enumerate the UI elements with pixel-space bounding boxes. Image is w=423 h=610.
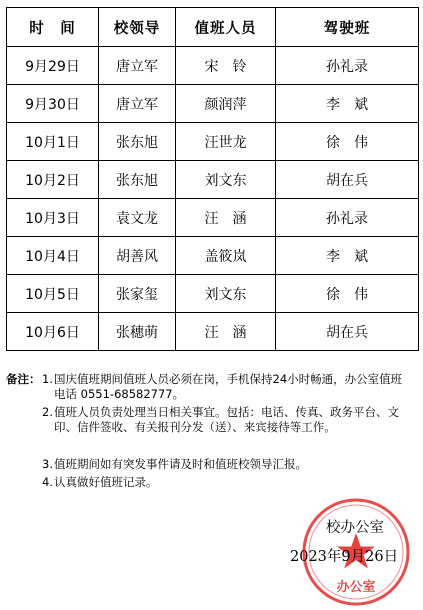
table-row (7, 161, 419, 199)
duty-schedule-table (6, 7, 419, 351)
remarks-label: 备注： (6, 372, 41, 386)
cell-staff: 宋 铃 (176, 47, 276, 85)
cell-leader: 张东旭 (99, 123, 176, 161)
cell-leader: 张东旭 (99, 161, 176, 199)
cell-date: 9月30日 (7, 85, 99, 123)
header-leader: 校领导 (99, 8, 176, 47)
header-staff: 值班人员 (176, 8, 276, 47)
table-row (7, 275, 419, 313)
cell-leader: 唐立军 (99, 85, 176, 123)
cell-date: 10月4日 (7, 237, 99, 275)
cell-leader: 唐立军 (99, 47, 176, 85)
cell-staff: 汪 涵 (176, 199, 276, 237)
remark-number: 4. (42, 475, 53, 489)
cell-staff: 汪世龙 (176, 123, 276, 161)
cell-leader: 张家玺 (99, 275, 176, 313)
remark-number: 3. (42, 457, 53, 471)
cell-date: 9月29日 (7, 47, 99, 85)
issuing-office: 校办公室 (326, 520, 384, 536)
cell-driver: 徐 伟 (276, 275, 419, 313)
cell-staff: 刘文东 (176, 161, 276, 199)
cell-date: 10月5日 (7, 275, 99, 313)
remark-text: 值班人员负责处理当日相关事宜。包括：电话、传真、政务平台、文印、信件签收、有关报刊分发（送）、来宾接待等工作。 (54, 405, 399, 434)
cell-driver: 孙礼录 (276, 199, 419, 237)
remark-text: 认真做好值班记录。 (54, 475, 158, 489)
cell-staff: 颜润萍 (176, 85, 276, 123)
remark-text: 值班期间如有突发事件请及时和值班校领导汇报。 (54, 457, 307, 471)
remark-number: 1. (42, 372, 53, 386)
cell-leader: 胡善风 (99, 237, 176, 275)
table-header-row (7, 8, 419, 47)
cell-date: 10月1日 (7, 123, 99, 161)
cell-staff: 盖筱岚 (176, 237, 276, 275)
cell-driver: 李 斌 (276, 237, 419, 275)
cell-driver: 徐 伟 (276, 123, 419, 161)
table-row (7, 199, 419, 237)
table-row (7, 237, 419, 275)
header-time: 时 间 (7, 8, 99, 47)
cell-leader: 袁文龙 (99, 199, 176, 237)
remark-text: 国庆值班期间值班人员必须在岗，手机保持24小时畅通，办公室值班电话 0551-68582777。 (54, 372, 403, 401)
cell-date: 10月3日 (7, 199, 99, 237)
cell-driver: 胡在兵 (276, 161, 419, 199)
cell-driver: 李 斌 (276, 85, 419, 123)
seal-bottom-text: 办公室 (336, 580, 376, 595)
cell-staff: 刘文东 (176, 275, 276, 313)
table-row (7, 85, 419, 123)
cell-leader: 张穗萌 (99, 313, 176, 351)
cell-driver: 胡在兵 (276, 313, 419, 351)
table-row (7, 313, 419, 351)
cell-date: 10月6日 (7, 313, 99, 351)
table-row (7, 47, 419, 85)
cell-date: 10月2日 (7, 161, 99, 199)
cell-staff: 汪 涵 (176, 313, 276, 351)
header-driver: 驾驶班 (276, 8, 419, 47)
remark-number: 2. (42, 405, 53, 419)
cell-driver: 孙礼录 (276, 47, 419, 85)
issue-date: 2023年9月26日 (290, 549, 399, 565)
table-row (7, 123, 419, 161)
